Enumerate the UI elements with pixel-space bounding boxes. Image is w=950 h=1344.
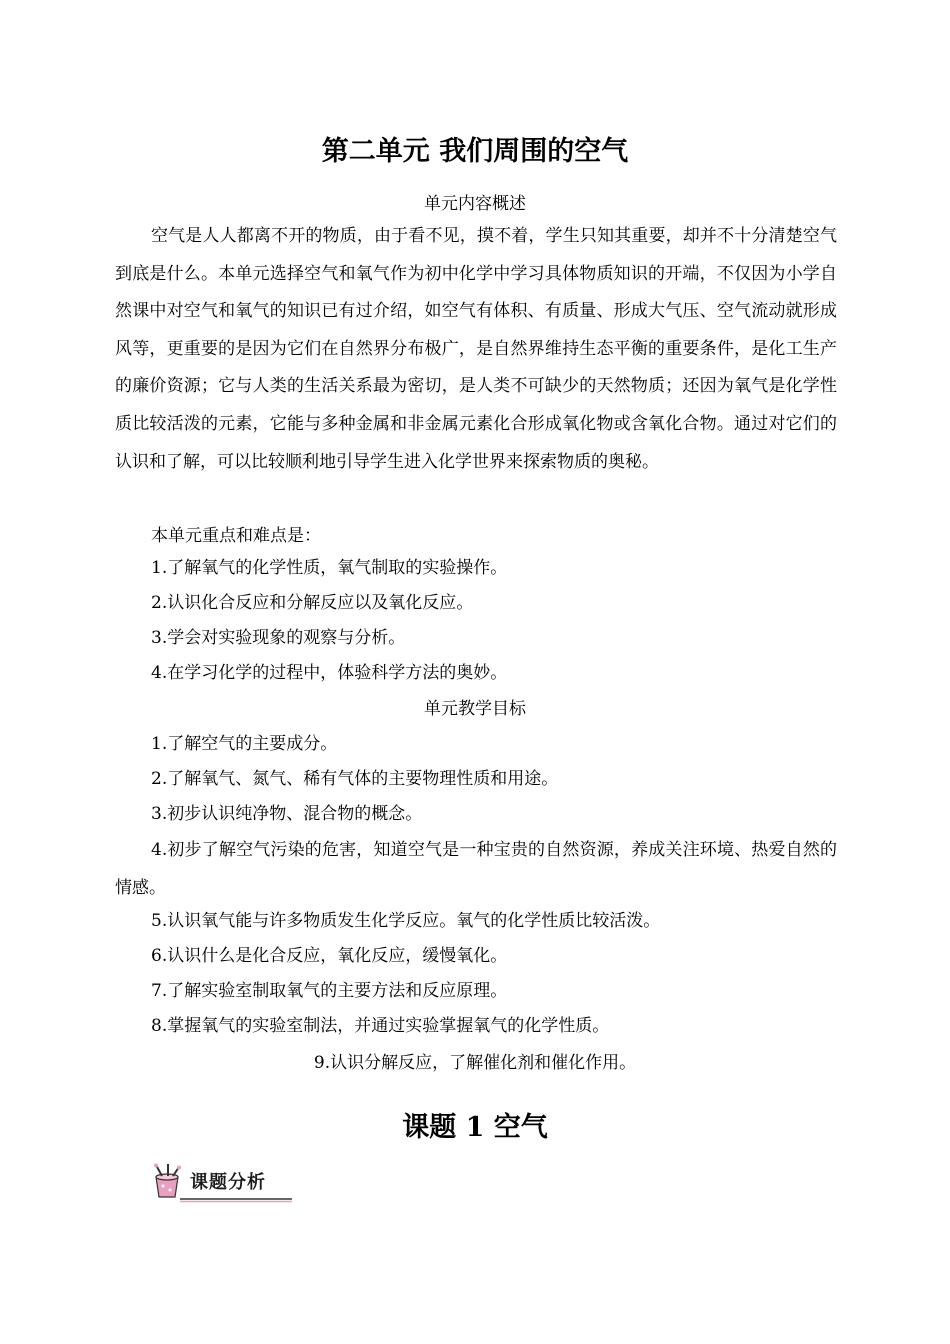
lesson-title: 课题 1 空气 bbox=[402, 1112, 548, 1143]
objective-item: 5.认识氧气能与许多物质发生化学反应。氧气的化学性质比较活泼。 bbox=[151, 911, 661, 931]
objective-item: 6.认识什么是化合反应，氧化反应，缓慢氧化。 bbox=[151, 946, 508, 966]
objective-item: 8.掌握氧气的实验室制法，并通过实验掌握氧气的化学性质。 bbox=[151, 1016, 610, 1036]
key-point-item: 4.在学习化学的过程中，体验科学方法的奥妙。 bbox=[151, 663, 508, 683]
objective-item: 2.了解氧气、氮气、稀有气体的主要物理性质和用途。 bbox=[151, 769, 559, 789]
overview-paragraph: 空气是人人都离不开的物质，由于看不见，摸不着，学生只知其重要，却并不十分清楚空气到底是什么。本单元选择空气和氧气作为初中化学中学习具体物质知识的开端，不仅因为小学自然课中对空气和氧气的知识已有过介绍，如空气有体积、有质量、形成大气压、空气流动就形成风等，更重要的是因为它们在自然界分布极广，是自然界维持生态平衡的重要条件，是化工生产的廉价资源；它与人类的生活关系最为密切，是人类不可缺少的天然物质；还因为氧气是化学性质比较活泼的元素，它能与多种金属和非金属元素化合形成氧化物或含氧化合物。通过对它们的认识和了解，可以比较顺利地引导学生进入化学世界来探索物质的奥秘。 bbox=[115, 226, 837, 472]
badge-label: 课题分析 bbox=[190, 1172, 266, 1193]
unit-title: 第二单元 我们周围的空气 bbox=[321, 136, 629, 167]
objectives-heading: 单元教学目标 bbox=[424, 699, 526, 719]
objective-item: 7.了解实验室制取氧气的主要方法和反应原理。 bbox=[151, 981, 508, 1001]
key-point-item: 3.学会对实验现象的观察与分析。 bbox=[151, 628, 406, 648]
objective-item: 9.认识分解反应，了解催化剂和催化作用。 bbox=[313, 1053, 637, 1073]
objective-item: 4.初步了解空气污染的危害，知道空气是一种宝贵的自然资源，养成关注环境、热爱自然的情感。 bbox=[115, 840, 837, 898]
key-points-intro: 本单元重点和难点是： bbox=[151, 526, 321, 546]
objective-item: 1.了解空气的主要成分。 bbox=[151, 734, 338, 754]
key-point-item: 2.认识化合反应和分解反应以及氧化反应。 bbox=[151, 593, 474, 613]
key-point-item: 1.了解氧气的化学性质，氧气制取的实验操作。 bbox=[151, 558, 508, 578]
overview-heading: 单元内容概述 bbox=[424, 194, 526, 214]
objective-item: 3.初步认识纯净物、混合物的概念。 bbox=[151, 804, 423, 824]
lesson-analysis-badge bbox=[148, 1163, 294, 1203]
